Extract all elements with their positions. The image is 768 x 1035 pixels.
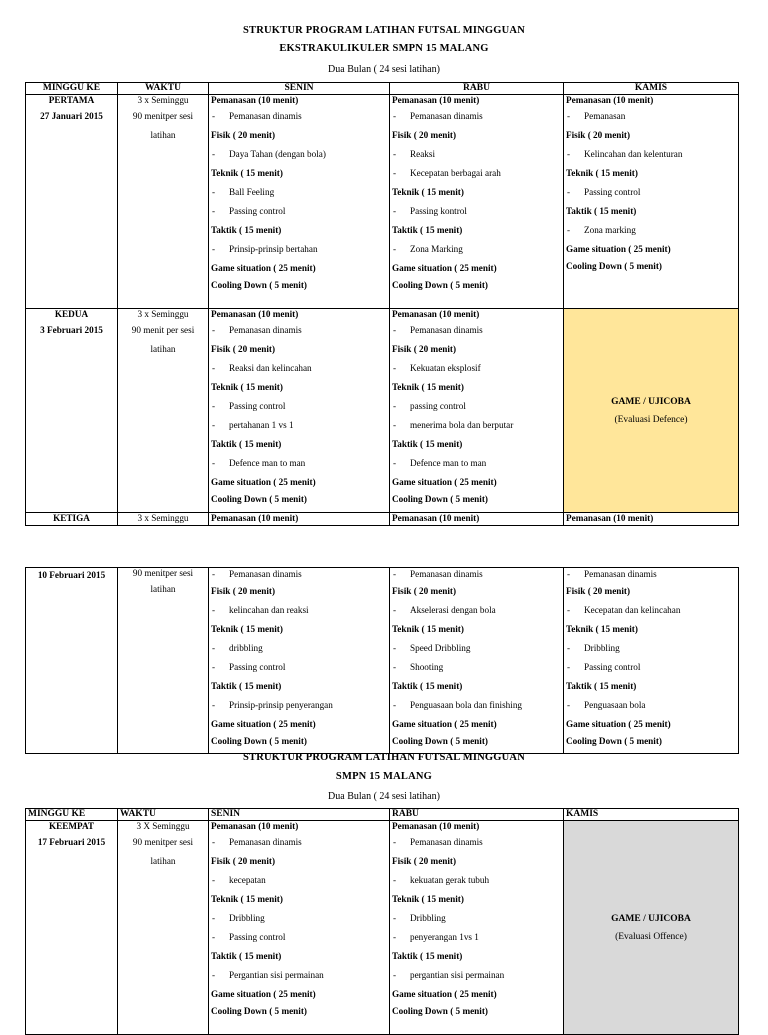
schedule-table-1-continued	[25, 567, 739, 754]
waktu-line: 3 X Seminggu	[136, 821, 190, 831]
kamis-first: Pemanasan (10 menit)	[564, 513, 739, 526]
header-minggu: MINGGU KE	[26, 809, 118, 821]
rabu-first: Pemanasan (10 menit)	[390, 513, 564, 526]
section-heading: Taktik ( 15 menit)	[392, 439, 463, 449]
section-heading: Fisik ( 20 menit)	[392, 856, 457, 866]
senin-cell	[209, 309, 390, 513]
game-evaluation: (Evaluasi Offence)	[615, 931, 687, 942]
section-heading: Cooling Down ( 5 menit)	[392, 280, 488, 290]
activity-item: - Pemanasan dinamis	[211, 568, 387, 582]
activity-item: - Reaksi dan kelincahan	[211, 359, 387, 378]
table-row	[26, 309, 739, 513]
section-heading: Taktik ( 15 menit)	[211, 681, 282, 691]
activity-item: - Pemanasan dinamis	[392, 833, 561, 852]
header-rabu: RABU	[390, 809, 564, 821]
game-evaluation: (Evaluasi Defence)	[614, 414, 688, 425]
section-heading: Game situation ( 25 menit)	[211, 989, 316, 999]
table-row	[26, 568, 739, 754]
header-rabu: RABU	[390, 83, 564, 95]
week-cell	[26, 821, 118, 1035]
section-heading: Cooling Down ( 5 menit)	[211, 494, 307, 504]
activity-item: - Speed Dribbling	[392, 639, 561, 658]
section-heading: Teknik ( 15 menit)	[392, 894, 464, 904]
activity-item: - pertahanan 1 vs 1	[211, 416, 387, 435]
week-date: 17 Februari 2015	[37, 837, 106, 847]
week-date: 27 Januari 2015	[40, 111, 103, 121]
section-heading: Cooling Down ( 5 menit)	[566, 736, 662, 746]
section-heading: Cooling Down ( 5 menit)	[211, 736, 307, 746]
activity-item: - Kecepatan berbagai arah	[392, 164, 561, 183]
waktu-line: 90 menitper sesi	[132, 111, 194, 121]
activity-item: - Passing control	[211, 397, 387, 416]
section-heading: Pemanasan (10 menit)	[392, 821, 480, 831]
section-heading: Teknik ( 15 menit)	[392, 187, 464, 197]
section-heading: Cooling Down ( 5 menit)	[566, 261, 662, 271]
waktu-line: 3 x Seminggu	[137, 95, 189, 105]
activity-item: - Daya Tahan (dengan bola)	[211, 145, 387, 164]
page-title: STRUKTUR PROGRAM LATIHAN FUTSAL MINGGUAN	[243, 25, 525, 36]
section-heading: Cooling Down ( 5 menit)	[211, 280, 307, 290]
waktu-cell	[118, 95, 209, 309]
section-heading: Cooling Down ( 5 menit)	[392, 736, 488, 746]
section-heading: Taktik ( 15 menit)	[211, 225, 282, 235]
waktu-cell	[118, 568, 209, 754]
waktu-first: 3 x Seminggu	[118, 513, 209, 526]
section-heading: Taktik ( 15 menit)	[211, 439, 282, 449]
activity-item: - Penguasaan bola	[566, 696, 736, 715]
activity-item: - Passing control	[566, 658, 736, 677]
kamis-cell	[564, 568, 739, 754]
section-heading: Game situation ( 25 menit)	[211, 719, 316, 729]
activity-item: - Passing control	[211, 202, 387, 221]
activity-item: - pergantian sisi permainan	[392, 966, 561, 985]
game-title: GAME / UJICOBA	[611, 913, 691, 924]
section-heading: Taktik ( 15 menit)	[392, 225, 463, 235]
waktu-line: 90 menitper sesi	[132, 837, 194, 847]
section-heading: Pemanasan (10 menit)	[392, 95, 480, 105]
section-heading: Fisik ( 20 menit)	[392, 586, 457, 596]
activity-item: - penyerangan 1vs 1	[392, 928, 561, 947]
kamis-game-cell	[564, 309, 739, 513]
section-heading: Taktik ( 15 menit)	[211, 951, 282, 961]
header-kamis: KAMIS	[564, 83, 739, 95]
week-date: 10 Februari 2015	[37, 570, 106, 580]
activity-item: - Kecepatan dan kelincahan	[566, 601, 736, 620]
rabu-cell	[390, 568, 564, 754]
section-heading: Cooling Down ( 5 menit)	[211, 1006, 307, 1016]
activity-item: - Prinsip-prinsip penyerangan	[211, 696, 387, 715]
game-title: GAME / UJICOBA	[611, 396, 691, 407]
section-heading: Fisik ( 20 menit)	[211, 586, 276, 596]
activity-item: - Reaksi	[392, 145, 561, 164]
week-name: PERTAMA	[48, 95, 95, 105]
activity-item: - Pemanasan dinamis	[211, 107, 387, 126]
waktu-line: latihan	[150, 856, 176, 866]
activity-item: - Passing control	[211, 928, 387, 947]
week-name: KEEMPAT	[48, 821, 95, 831]
section-heading: Pemanasan (10 menit)	[211, 821, 299, 831]
section-heading: Teknik ( 15 menit)	[392, 382, 464, 392]
page-subtitle-school: EKSTRAKULIKULER SMPN 15 MALANG	[279, 43, 489, 54]
waktu-line: 90 menit per sesi	[131, 325, 195, 335]
section-heading: Game situation ( 25 menit)	[566, 719, 671, 729]
section-heading: Pemanasan (10 menit)	[211, 309, 299, 319]
activity-item: - Prinsip-prinsip bertahan	[211, 240, 387, 259]
section-heading: Teknik ( 15 menit)	[566, 168, 638, 178]
waktu-line: 90 menitper sesi	[132, 568, 194, 578]
activity-item: - dribbling	[211, 639, 387, 658]
activity-item: - Passing control	[211, 658, 387, 677]
kamis-cell	[564, 95, 739, 309]
activity-item: - Pemanasan dinamis	[566, 568, 736, 582]
section-heading: Teknik ( 15 menit)	[211, 624, 283, 634]
section-heading: Pemanasan (10 menit)	[566, 95, 654, 105]
activity-item: - kekuatan gerak tubuh	[392, 871, 561, 890]
section-heading: Game situation ( 25 menit)	[392, 263, 497, 273]
activity-item: - Penguasaan bola dan finishing	[392, 696, 561, 715]
header-waktu: WAKTU	[118, 83, 209, 95]
table-row	[26, 513, 739, 526]
senin-cell	[209, 821, 390, 1035]
activity-item: - Defence man to man	[211, 454, 387, 473]
section-heading: Game situation ( 25 menit)	[211, 477, 316, 487]
waktu-cell	[118, 821, 209, 1035]
week-cell	[26, 568, 118, 754]
section-heading: Cooling Down ( 5 menit)	[392, 494, 488, 504]
activity-item: - Zona marking	[566, 221, 736, 240]
activity-item: - Defence man to man	[392, 454, 561, 473]
section-heading: Taktik ( 15 menit)	[392, 951, 463, 961]
table-row	[26, 821, 739, 1035]
activity-item: - Akselerasi dengan bola	[392, 601, 561, 620]
week-cell	[26, 309, 118, 513]
section-heading: Game situation ( 25 menit)	[392, 719, 497, 729]
activity-item: - Pemanasan dinamis	[392, 321, 561, 340]
rabu-cell	[390, 821, 564, 1035]
activity-item: - Pergantian sisi permainan	[211, 966, 387, 985]
senin-cell	[209, 568, 390, 754]
activity-item: - Kelincahan dan kelenturan	[566, 145, 736, 164]
table-header-row	[26, 83, 739, 95]
activity-item: - Dribbling	[211, 909, 387, 928]
table-row	[26, 95, 739, 309]
header-senin: SENIN	[209, 809, 390, 821]
section-heading: Teknik ( 15 menit)	[211, 382, 283, 392]
activity-item: - menerima bola dan berputar	[392, 416, 561, 435]
waktu-line: 3 x Seminggu	[137, 309, 189, 319]
section-heading: Teknik ( 15 menit)	[211, 894, 283, 904]
section-heading: Taktik ( 15 menit)	[566, 681, 637, 691]
rabu-cell	[390, 309, 564, 513]
header-minggu: MINGGU KE	[26, 83, 118, 95]
page-subtitle-duration-2: Dua Bulan ( 24 sesi latihan)	[328, 791, 440, 802]
activity-item: - Passing control	[566, 183, 736, 202]
activity-item: - Zona Marking	[392, 240, 561, 259]
activity-item: - passing control	[392, 397, 561, 416]
waktu-cell	[118, 309, 209, 513]
section-heading: Game situation ( 25 menit)	[392, 989, 497, 999]
activity-item: - Shooting	[392, 658, 561, 677]
activity-item: - Pemanasan	[566, 107, 736, 126]
waktu-line: latihan	[150, 344, 176, 354]
activity-item: - Pemanasan dinamis	[392, 107, 561, 126]
schedule-table-2	[25, 808, 739, 1035]
waktu-line: latihan	[150, 584, 176, 594]
schedule-table-1	[25, 82, 739, 526]
activity-item: - kecepatan	[211, 871, 387, 890]
section-heading: Taktik ( 15 menit)	[566, 206, 637, 216]
activity-item: - Passing kontrol	[392, 202, 561, 221]
section-heading: Fisik ( 20 menit)	[211, 130, 276, 140]
page-title-2: STRUKTUR PROGRAM LATIHAN FUTSAL MINGGUAN	[243, 752, 525, 763]
section-heading: Taktik ( 15 menit)	[392, 681, 463, 691]
section-heading: Fisik ( 20 menit)	[211, 856, 276, 866]
section-heading: Fisik ( 20 menit)	[392, 130, 457, 140]
section-heading: Pemanasan (10 menit)	[392, 309, 480, 319]
senin-first: Pemanasan (10 menit)	[209, 513, 390, 526]
rabu-cell	[390, 95, 564, 309]
section-heading: Fisik ( 20 menit)	[392, 344, 457, 354]
waktu-line: latihan	[150, 130, 176, 140]
section-heading: Cooling Down ( 5 menit)	[392, 1006, 488, 1016]
activity-item: - Pemanasan dinamis	[211, 321, 387, 340]
section-heading: Game situation ( 25 menit)	[392, 477, 497, 487]
activity-item: - kelincahan dan reaksi	[211, 601, 387, 620]
activity-item: - Ball Feeling	[211, 183, 387, 202]
week-name: KETIGA	[26, 513, 118, 526]
header-kamis: KAMIS	[564, 809, 739, 821]
page-subtitle-duration: Dua Bulan ( 24 sesi latihan)	[328, 64, 440, 75]
activity-item: - Kekuatan eksplosif	[392, 359, 561, 378]
section-heading: Game situation ( 25 menit)	[211, 263, 316, 273]
section-heading: Fisik ( 20 menit)	[566, 586, 631, 596]
section-heading: Game situation ( 25 menit)	[566, 244, 671, 254]
week-date: 3 Februari 2015	[40, 325, 103, 335]
activity-item: - Pemanasan dinamis	[392, 568, 561, 582]
table-header-row	[26, 809, 739, 821]
week-cell	[26, 95, 118, 309]
section-heading: Fisik ( 20 menit)	[211, 344, 276, 354]
section-heading: Pemanasan (10 menit)	[211, 95, 299, 105]
week-name: KEDUA	[54, 309, 89, 319]
header-waktu: WAKTU	[118, 809, 209, 821]
activity-item: - Dribbling	[566, 639, 736, 658]
section-heading: Teknik ( 15 menit)	[392, 624, 464, 634]
kamis-game-cell	[564, 821, 739, 1035]
activity-item: - Dribbling	[392, 909, 561, 928]
header-senin: SENIN	[209, 83, 390, 95]
senin-cell	[209, 95, 390, 309]
activity-item: - Pemanasan dinamis	[211, 833, 387, 852]
page-subtitle-school-2: SMPN 15 MALANG	[335, 771, 433, 782]
section-heading: Teknik ( 15 menit)	[566, 624, 638, 634]
section-heading: Teknik ( 15 menit)	[211, 168, 283, 178]
section-heading: Fisik ( 20 menit)	[566, 130, 631, 140]
